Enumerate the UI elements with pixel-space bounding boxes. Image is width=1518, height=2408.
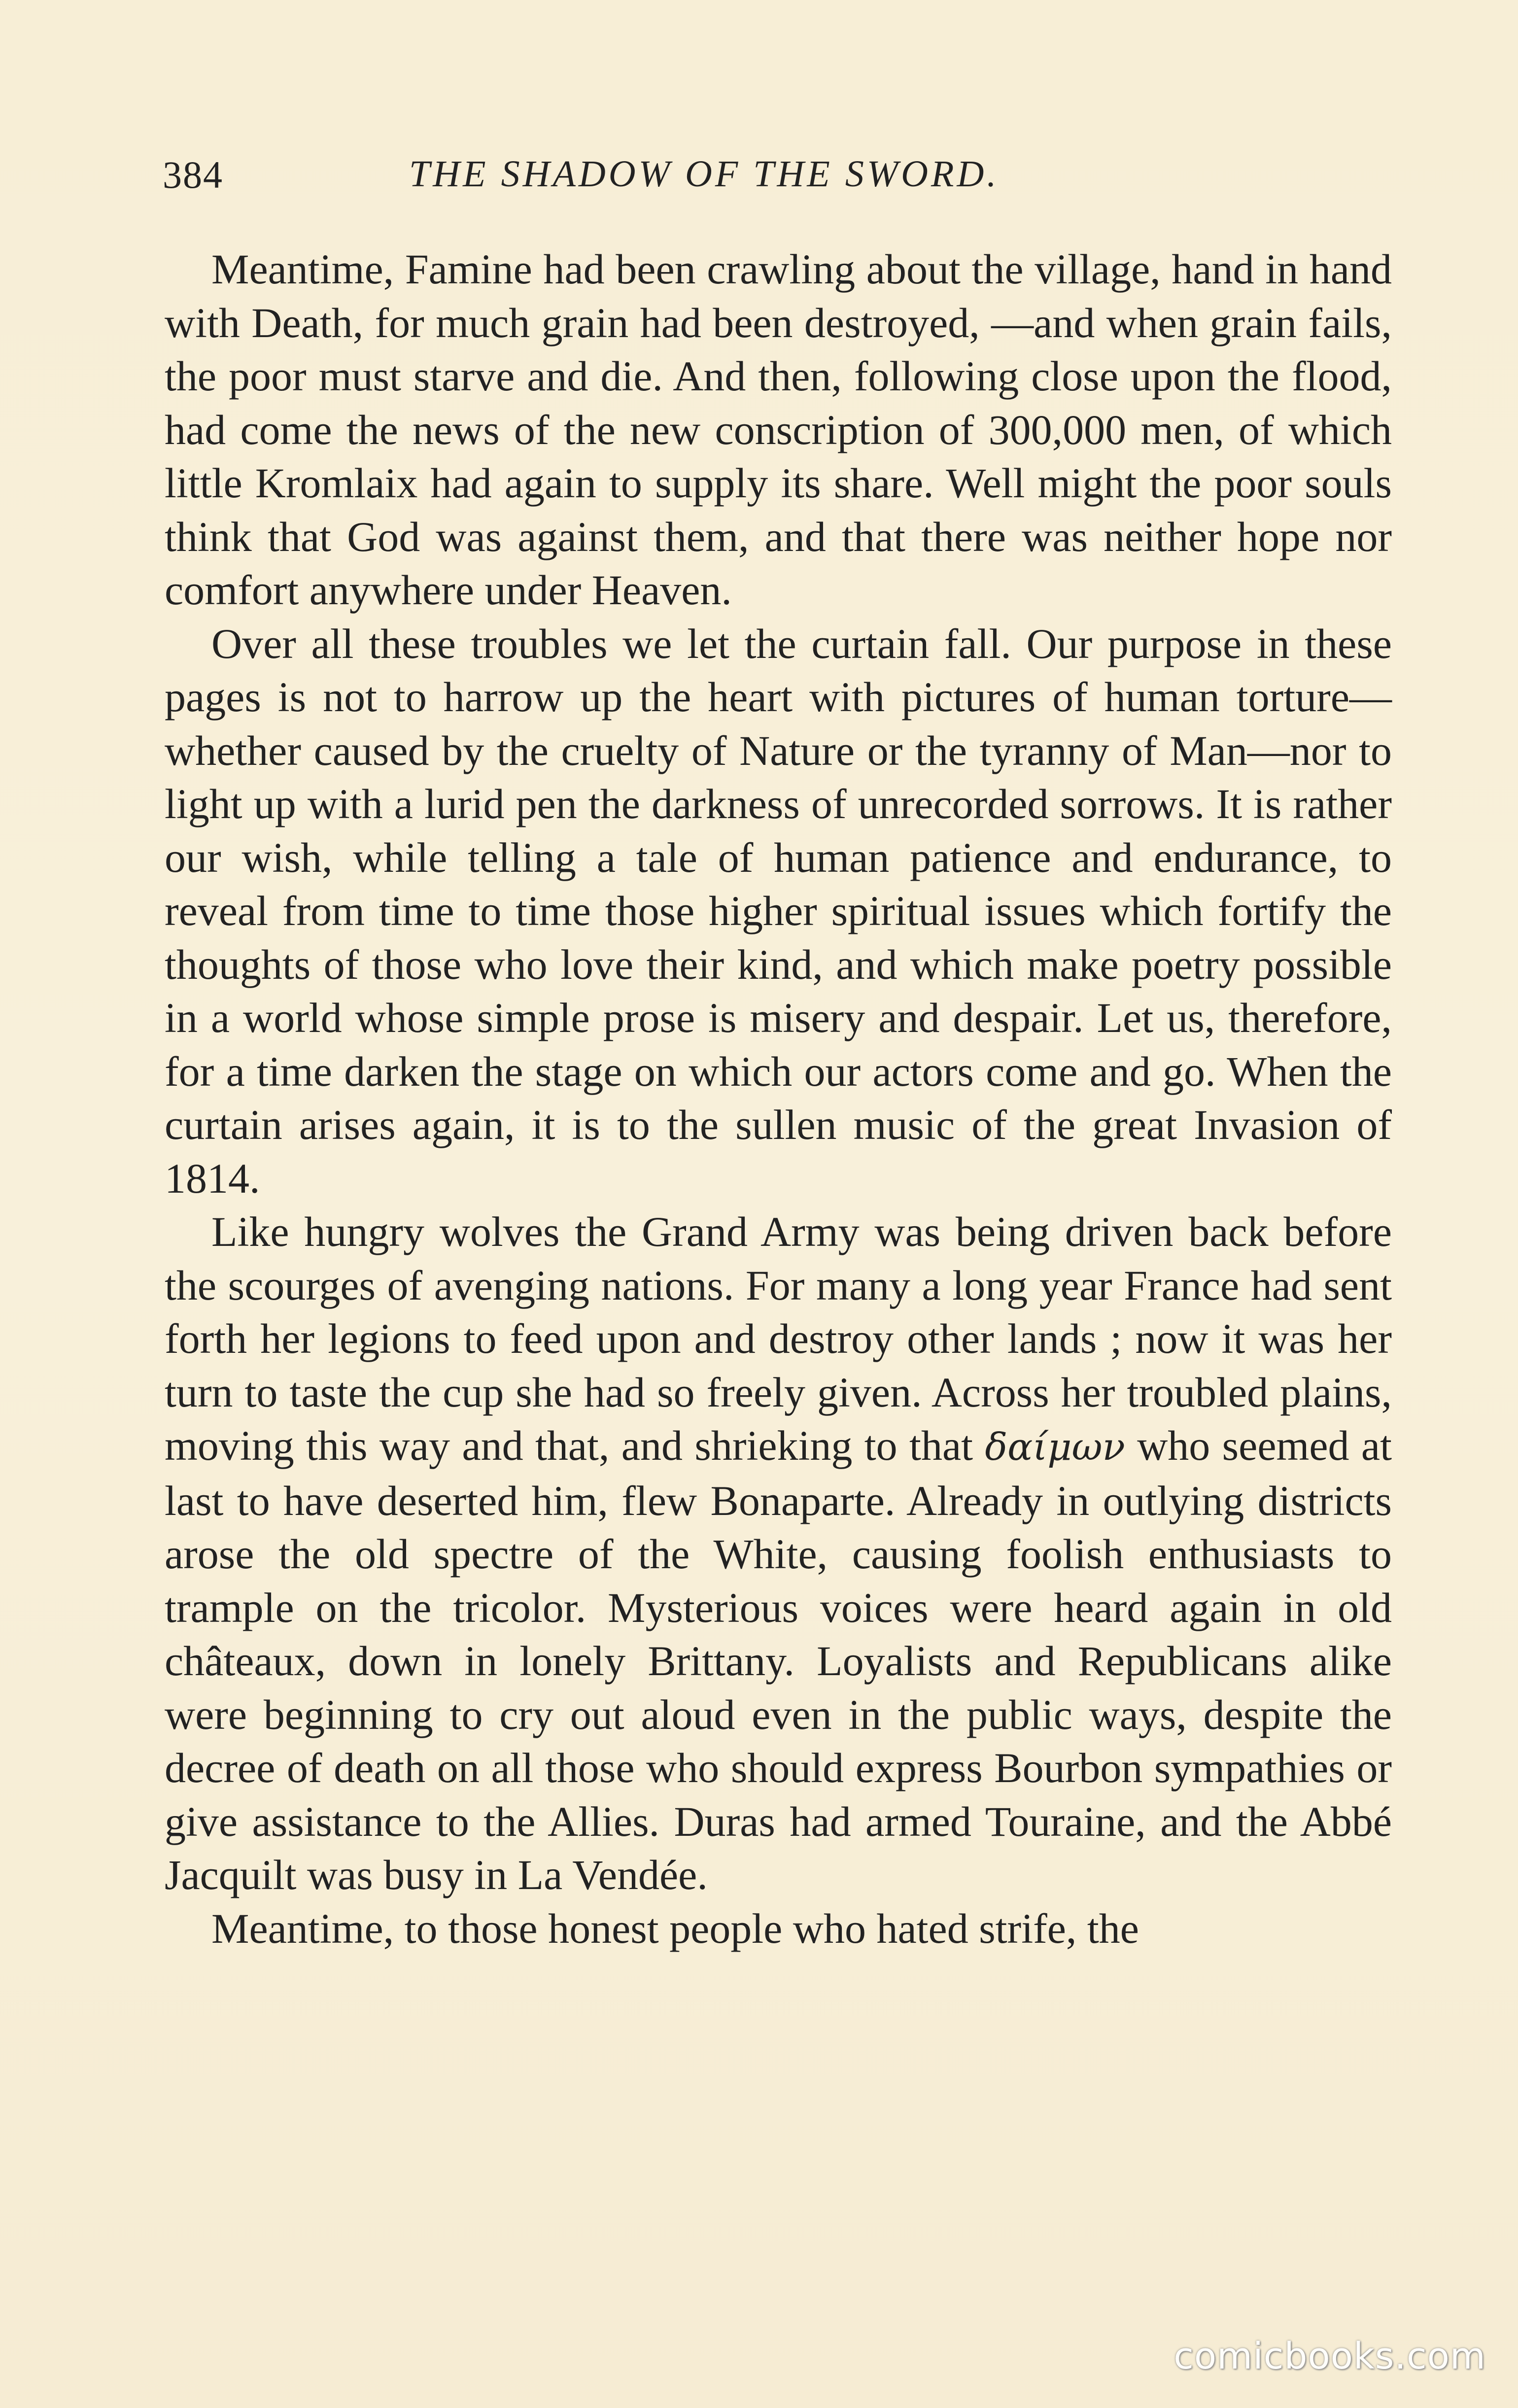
paragraph-curtain: Over all these troubles we let the curtain fall. Our purpose in these pages is not to harrow up the heart with pictures of human torture—whether caused by the cruelty of Nature or the tyranny of Man—nor to light up with a lurid pen the darkness of unrecorded sorrows. It is rather our wish, while telling a tale of human patience and endurance, to reveal from time to time those higher spiritual issues which fortify the thoughts of those who love their kind, and which make poetry possible in a world whose simple prose is misery and despair. Let us, therefore, for a time darken the stage on which our actors come and go. When the curtain arises again, it is to the sullen music of the great Invasion of 1814. — [165, 619, 1392, 1202]
page-header — [163, 148, 1454, 207]
paragraph-famine: Meantime, Famine had been crawling about the village, hand in hand with Death, for much grain had been destroyed, —and when grain fails, the poor must starve and die. And then, following close upon the flood, had come the news of the new conscription of 300,000 men, of which little Kromlaix had again to supply its share. Well might the poor souls think that God was against them, and that there was neither hope nor comfort anywhere under Heaven. — [165, 245, 1392, 614]
body-text — [165, 242, 1392, 1955]
paragraph-grand-army-part-2: who seemed at last to have deserted him, flew Bonaparte. Already in outlying districts arose the old spectre of the White, causing foolish enthusiasts to trample on the tricolor. Mysterious voices were heard again in old châteaux, down in lonely Brittany. Loyalists and Republicans alike were beginning to cry out aloud even in the public ways, despite the decree of death on all those who should express Bourbon sympathies or give assistance to the Allies. Duras had armed Touraine, and the Abbé Jacquilt was busy in La Vendée. — [165, 1422, 1392, 1898]
paragraph-grand-army-part-1: Like hungry wolves the Grand Army was being driven back before the scourges of avenging nations. For many a long year France had sent forth her legions to feed upon and destroy other lands ; now it was her turn to taste the cup she had so freely given. Across her troubled plains, moving this way and that, and shrieking to that — [165, 1208, 1392, 1469]
page-number: 384 — [163, 153, 223, 196]
greek-word: δαίμων — [985, 1425, 1125, 1469]
running-title: THE SHADOW OF THE SWORD. — [409, 153, 1000, 195]
paragraph-meantime: Meantime, to those honest people who hated strife, the — [211, 1904, 1139, 1952]
paragraph-grand-army — [165, 1205, 1392, 1902]
watermark: comicbooks.com — [1173, 2335, 1486, 2377]
